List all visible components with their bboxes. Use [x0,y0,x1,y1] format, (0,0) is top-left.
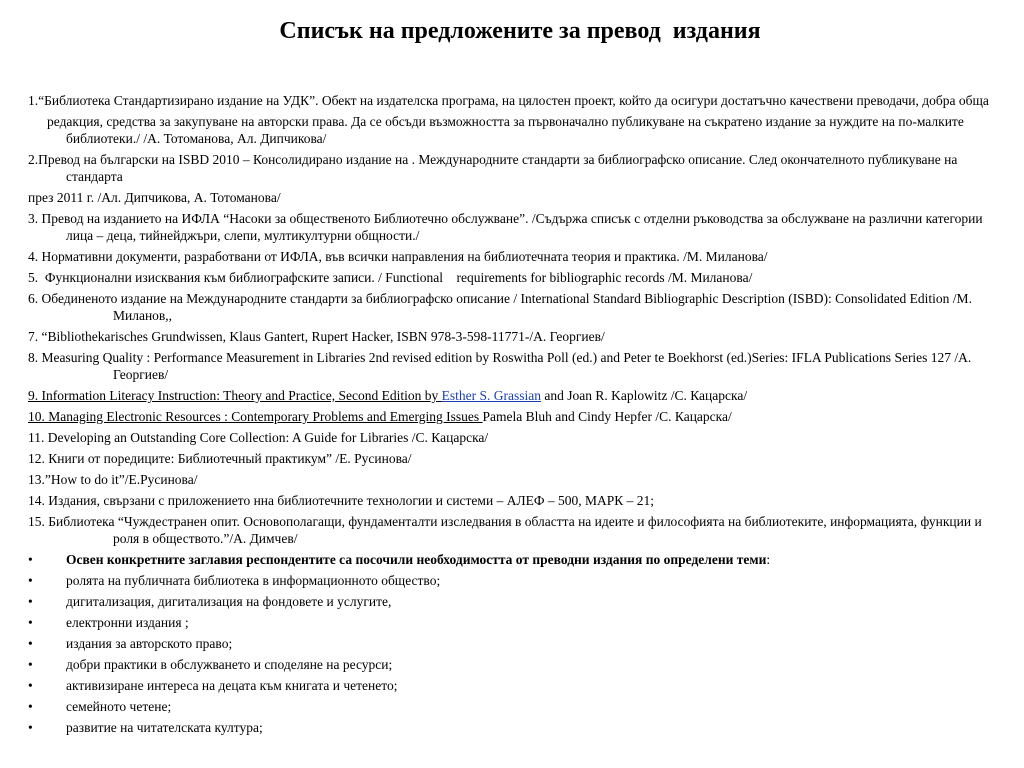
list-item: 8. Measuring Quality : Performance Measurement in Libraries 2nd revised edition by Roswitha Poll (ed.) and Peter te Boekhorst (ed.)Series: IFLA Publications Series 127 /А. Георгиев/ [28,350,972,382]
bullet-icon: • [28,720,33,735]
list-item [28,408,994,425]
document-body [28,92,994,740]
page-title: Списък на предложените за превод издания [279,18,761,44]
bullet-item [28,698,994,715]
list-item: 12. Книги от поредиците: Библиотечный практикум” /Е. Русинова/ [28,451,412,466]
bullet-icon: • [28,636,33,651]
bullet-item [28,593,994,610]
list-item-text: Pamela Bluh and Cindy Hepfer /С. Кацарска/ [482,409,732,424]
bullet-item [28,719,994,736]
list-item: 15. Библиотека “Чуждестранен опит. Основополагащи, фундаменталти изследвания в областта на идеите и философията на библиотеките, информацията, функции и роля в обществото.”/А. Димчев/ [28,514,982,546]
bullet-item [28,614,994,631]
bullet-text: активизиране интереса на децата към книгата и четенето; [66,678,398,693]
bullet-text: електронни издания ; [66,615,189,630]
bullet-text: ролята на публичната библиотека в информационното общество; [66,573,441,588]
bullet-icon: • [28,699,33,714]
bullet-text: : [766,552,771,567]
list-item: 3. Превод на изданието на ИФЛА “Насоки за общественото Библиотечно обслужване”. /Съдържа списък с отделни ръководства за обслужване на различни категории лица – деца, тийнейджъри, слепи, мултикултурни общности./ [28,211,983,243]
list-item: 2.Превод на български на ISBD 2010 – Консолидирано издание на . Международните стандарти за библиографско описание. След окончателното публикуване на стандарта [28,152,958,184]
bullet-text: издания за авторското право; [66,636,233,651]
bullet-item [28,572,994,589]
list-item: редакция, средства за закупуване на авторски права. Да се обсъди възможността за първоначално публикуване на съкратено издание за нуждите на по-малките библиотеки./ /А. Тотоманова, Ал. Дипчикова/ [47,114,964,146]
list-item: 6. Обединеното издание на Международните стандарти за библиографско описание / International Standard Bibliographic Description (ISBD): Consolidated Edition /М. Миланов,, [28,291,972,323]
bullet-item [28,635,994,652]
bullet-text: дигитализация, дигитализация на фондовете и услугите, [66,594,392,609]
book-title-underlined: 10. Managing Electronic Resources : Contemporary Problems and Emerging Issues [28,409,483,424]
bullet-item [28,656,994,673]
list-item-text: and Joan R. Kaplowitz /С. Кацарска/ [541,388,748,403]
list-item: 7. “Bibliothekarisches Grundwissen, Klaus Gantert, Rupert Hacker, ISBN 978-3-598-11771-/А. Георгиев/ [28,329,605,344]
list-item [28,387,994,404]
author-link[interactable]: Esther S. Grassian [441,388,541,403]
book-title-underlined: 9. Information Literacy Instruction: Theory and Practice, Second Edition by [28,388,442,403]
list-item: през 2011 г. /Ал. Дипчикова, А. Тотоманова/ [28,190,281,205]
bullet-icon: • [28,594,33,609]
bullet-icon: • [28,552,33,567]
bullet-text: развитие на читателската култура; [66,720,263,735]
bullet-icon: • [28,678,33,693]
bullet-icon: • [28,615,33,630]
bullet-text: добри практики в обслужването и споделяне на ресурси; [66,657,393,672]
bullet-text: семейното четене; [66,699,172,714]
list-item: 11. Developing an Outstanding Core Collection: A Guide for Libraries /С. Кацарска/ [28,430,489,445]
list-item: 14. Издания, свързани с приложението нна библиотечните технологии и системи – АЛЕФ – 500, МАРК – 21; [28,493,655,508]
list-item: 13.”How to do it”/Е.Русинова/ [28,472,198,487]
bullet-icon: • [28,657,33,672]
list-item: 4. Нормативни документи, разработвани от ИФЛА, във всички направления на библиотечната теория и практика. /М. Миланова/ [28,249,768,264]
list-item: 1.“Библиотека Стандартизирано издание на УДК”. Обект на издателска програма, на цялостен проект, който да осигури достатъчно качествени преводачи, добра обща [28,93,989,108]
list-item: 5. Функционални изисквания към библиографските записи. / Functional requirements for bibliographic records /М. Миланова/ [28,270,753,285]
bullet-icon: • [28,573,33,588]
bullet-heading: Освен конкретните заглавия респондентите са посочили необходимостта от преводни издания по определени теми [66,552,767,567]
bullet-item [28,677,994,694]
bullet-item [28,551,994,568]
